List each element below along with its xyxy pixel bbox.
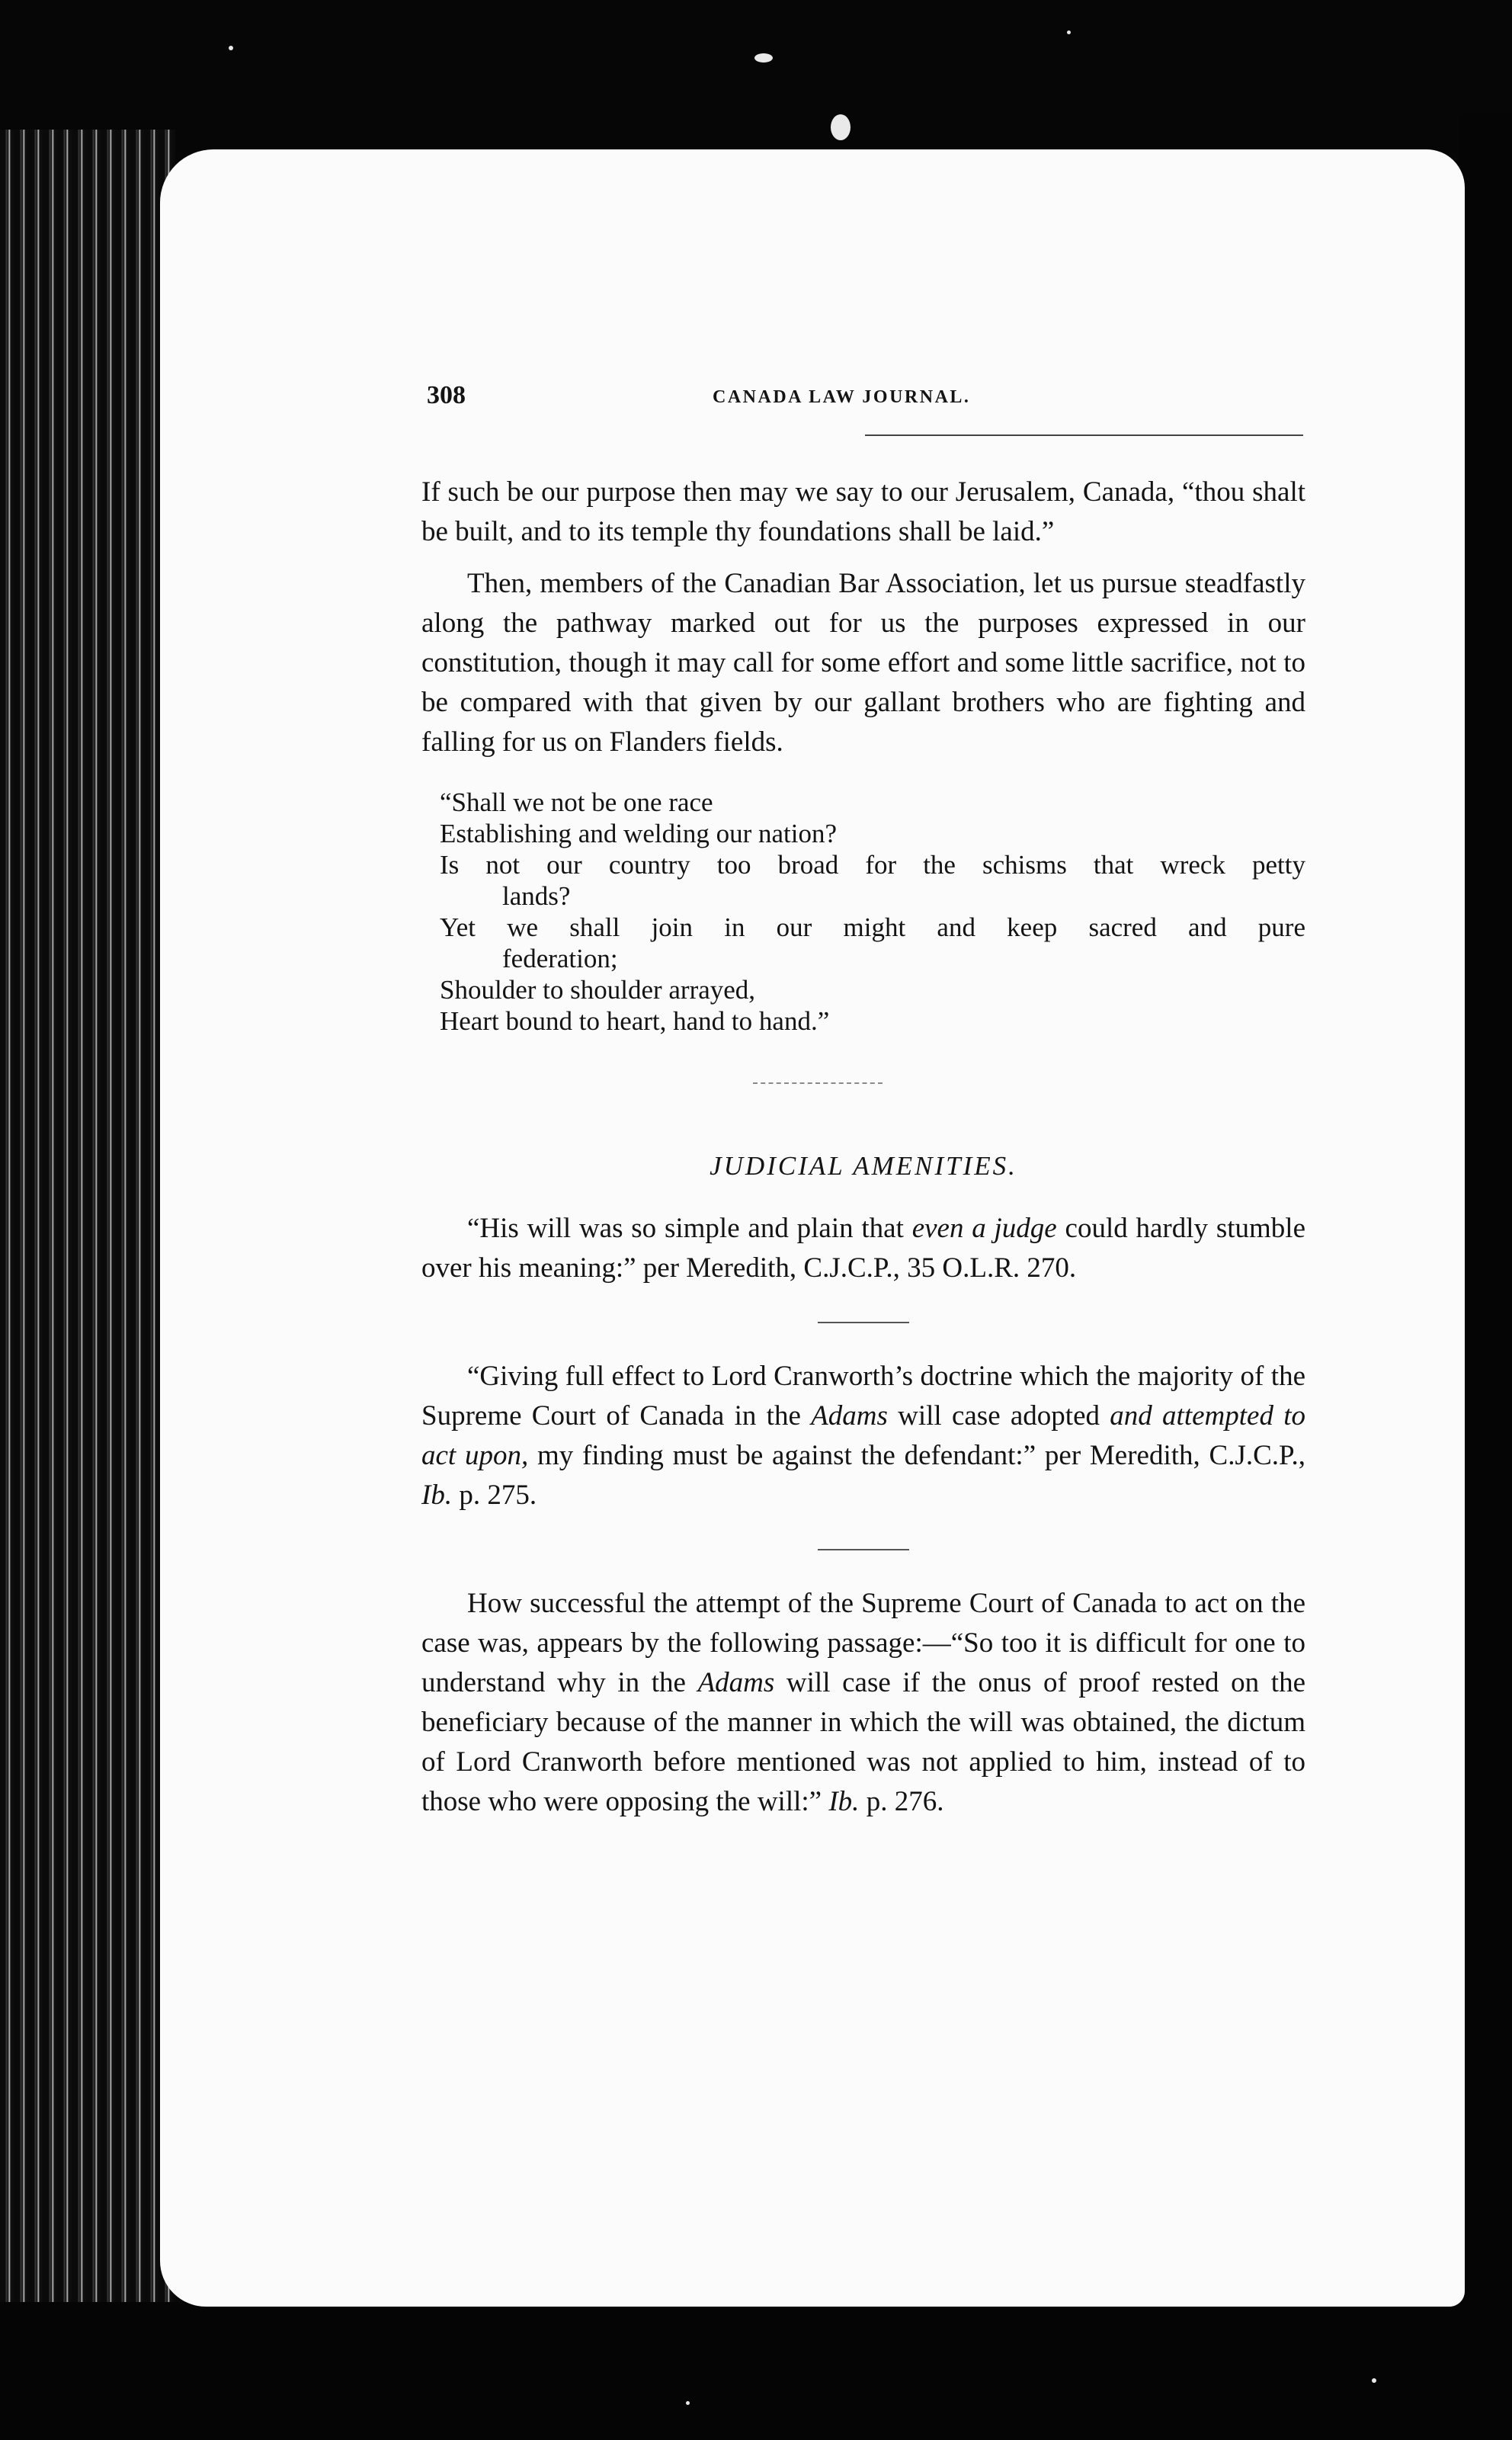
page-number: 308 — [427, 381, 466, 409]
quote-text: will case adopted — [887, 1400, 1110, 1432]
quote-emphasis: even a judge — [911, 1213, 1057, 1244]
quote-text: “Giving full effect to Lord Cranworth’s doctrine which the majority of the Supreme Court of Canada in the — [421, 1361, 1305, 1432]
verse-line: “Shall we not be one race — [440, 787, 713, 817]
scan-border-bottom — [0, 2302, 1512, 2440]
section-divider — [753, 1082, 883, 1084]
short-rule — [818, 1549, 909, 1550]
running-title: CANADA LAW JOURNAL. — [713, 387, 971, 407]
quote-citation: my finding must be against the defendant:” per Meredith, C.J.C.P., — [528, 1440, 1306, 1471]
header-rule — [865, 434, 1303, 436]
verse-line: Is not our country too broad for the schisms that wreck petty — [440, 850, 1305, 880]
verse-block — [440, 787, 1305, 1037]
quote-text: How successful the attempt of the Supreme Court of Canada to act on the case was, appears by the following passage:—“So too it is difficult for one to understand why in the — [421, 1588, 1305, 1698]
scan-speck — [754, 53, 773, 63]
scan-border-right — [1459, 114, 1512, 2325]
section-title: JUDICIAL AMENITIES. — [710, 1151, 1017, 1181]
quote-lord-cranworth — [421, 1357, 1305, 1515]
short-rule — [818, 1322, 909, 1323]
scan-border-left — [0, 130, 175, 2325]
verse-line: federation; — [502, 944, 618, 973]
scan-border-top — [0, 0, 1512, 152]
page-header — [427, 381, 1303, 427]
page-body — [421, 473, 1305, 1822]
case-name: Adams — [697, 1667, 775, 1698]
scan-speck — [1372, 2378, 1376, 2383]
scan-speck — [686, 2401, 690, 2405]
quote-text: will case if the onus of proof rested on the beneficiary because of the manner in which the will was obtained, the dictum of Lord Cranworth before mentioned was not applied to him, instead of to those who were opposing the will:” — [421, 1667, 1305, 1817]
page-ref: p. 276. — [859, 1786, 944, 1817]
case-name: Adams — [811, 1400, 888, 1432]
verse-line: Shoulder to shoulder arrayed, — [440, 975, 756, 1005]
quote-emphasis: and attempted to act upon, — [421, 1400, 1305, 1471]
verse-line: Establishing and welding our nation? — [440, 819, 838, 848]
verse-line: Heart bound to heart, hand to hand.” — [440, 1006, 830, 1036]
paragraph-bar-association: Then, members of the Canadian Bar Association, let us pursue steadfastly along the pathway marked out for us the purposes expressed in our constitution, though it may call for some effort and some little sacrifice, not to be compared with that given by our gallant brothers who are fighting and falling for us on Flanders fields. — [421, 568, 1305, 758]
verse-line: lands? — [502, 881, 571, 911]
ibid: Ib. — [421, 1480, 453, 1511]
paragraph-jerusalem: If such be our purpose then may we say to our Jerusalem, Canada, “thou shalt be built, and to its temple thy foundations shall be laid.” — [421, 476, 1305, 547]
quote-citation: could hardly stumble over his meaning:” per Meredith, C.J.C.P., 35 O.L.R. 270. — [421, 1213, 1305, 1284]
page-ref: p. 275. — [452, 1480, 537, 1511]
paragraph-supreme-court — [421, 1584, 1305, 1822]
ibid: Ib. — [828, 1786, 860, 1817]
verse-line: Yet we shall join in our might and keep sacred and pure — [440, 912, 1305, 942]
quote-simple-will — [421, 1209, 1305, 1288]
scan-speck — [1067, 30, 1071, 34]
quote-text: “His will was so simple and plain that — [467, 1213, 912, 1244]
scan-speck — [229, 46, 233, 50]
scan-speck — [831, 114, 850, 140]
